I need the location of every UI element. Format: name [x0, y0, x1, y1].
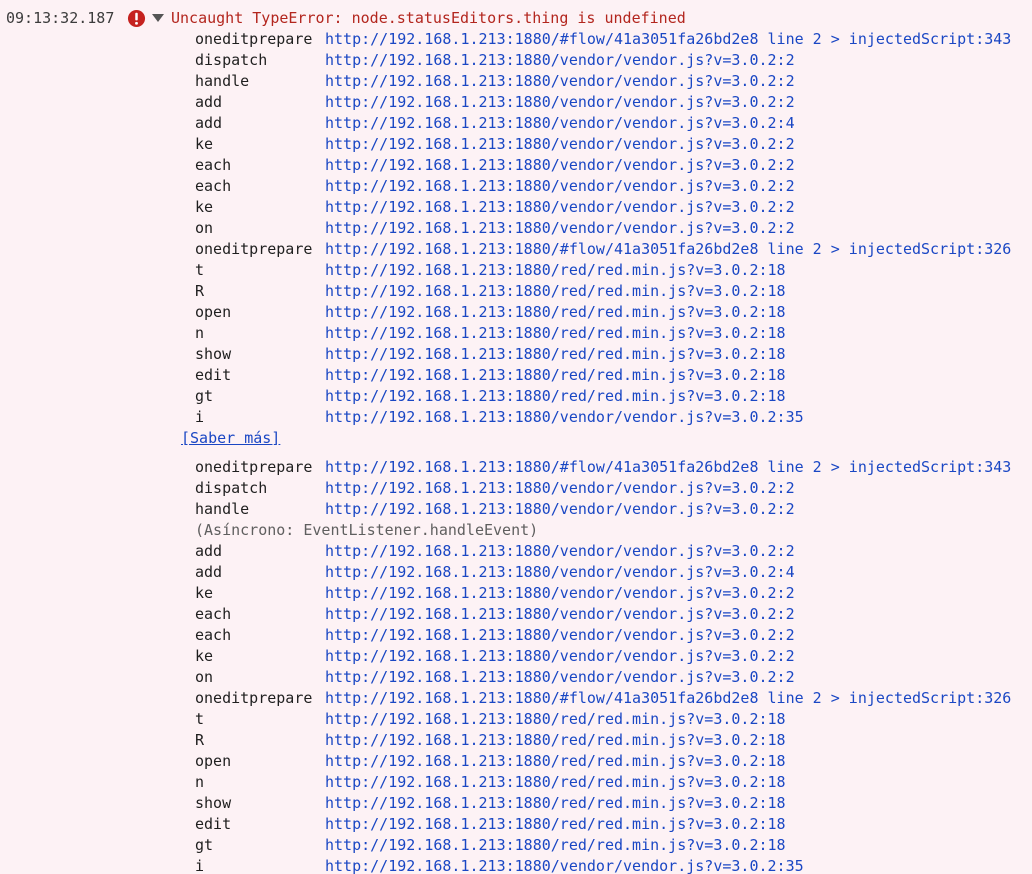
frame-function-name: ke [195, 198, 214, 216]
frame-function-name: open [195, 303, 232, 321]
frame-source-url: http://192.168.1.213:1880/vendor/vendor.js?v=3.0.2: [325, 626, 786, 644]
frame-function-name: i [195, 857, 205, 874]
frame-source-link[interactable] [325, 793, 786, 814]
frame-source-url: http://192.168.1.213:1880/vendor/vendor.js?v=3.0.2: [325, 219, 786, 237]
frame-source-url: http://192.168.1.213:1880/red/red.min.js?v=3.0.2: [325, 324, 768, 342]
frame-function-name: handle [195, 500, 250, 518]
frame-source-url: http://192.168.1.213:1880/vendor/vendor.js?v=3.0.2: [325, 177, 786, 195]
frame-line-number: 18 [767, 261, 786, 279]
frame-source-link[interactable] [325, 281, 786, 302]
frame-function-name: each [195, 626, 232, 644]
frame-source-link[interactable] [325, 71, 795, 92]
frame-function-name: on [195, 219, 214, 237]
frame-function-name: add [195, 114, 223, 132]
frame-source-link[interactable] [325, 583, 795, 604]
frame-source-url: http://192.168.1.213:1880/red/red.min.js?v=3.0.2: [325, 261, 768, 279]
frame-line-number: 326 [984, 240, 1012, 258]
frame-source-link[interactable] [325, 625, 795, 646]
frame-function-name: dispatch [195, 51, 268, 69]
frame-source-link[interactable] [325, 667, 795, 688]
frame-function-name: open [195, 752, 232, 770]
frame-line-number: 2 [785, 156, 795, 174]
frame-source-url: http://192.168.1.213:1880/red/red.min.js?v=3.0.2: [325, 815, 768, 833]
frame-function-name: edit [195, 815, 232, 833]
frame-line-number: 343 [984, 30, 1012, 48]
stack-frame [195, 604, 795, 625]
frame-source-link[interactable] [325, 134, 795, 155]
frame-function-name: oneditprepare [195, 689, 313, 707]
frame-line-number: 2 [785, 542, 795, 560]
frame-source-url: http://192.168.1.213:1880/vendor/vendor.js?v=3.0.2: [325, 479, 786, 497]
stack-frame [195, 562, 795, 583]
async-boundary-label: (Asíncrono: EventListener.handleEvent) [195, 521, 539, 539]
frame-source-link[interactable] [325, 772, 786, 793]
frame-line-number: 18 [767, 303, 786, 321]
frame-line-number: 2 [785, 198, 795, 216]
frame-function-name: oneditprepare [195, 30, 313, 48]
frame-line-number: 18 [767, 366, 786, 384]
frame-source-link[interactable] [325, 92, 795, 113]
frame-source-url: http://192.168.1.213:1880/#flow/41a3051fa26bd2e8 line 2 > injectedScript: [325, 240, 985, 258]
frame-source-link[interactable] [325, 113, 795, 134]
frame-function-name: add [195, 542, 223, 560]
learn-more-link[interactable]: [Saber más] [181, 429, 281, 447]
frame-source-link[interactable] [325, 856, 804, 874]
frame-source-link[interactable] [325, 457, 1011, 478]
frame-line-number: 35 [785, 408, 804, 426]
stack-frame [195, 730, 786, 751]
frame-source-link[interactable] [325, 197, 795, 218]
frame-line-number: 18 [767, 387, 786, 405]
frame-function-name: oneditprepare [195, 458, 313, 476]
frame-source-link[interactable] [325, 835, 786, 856]
stack-frame [195, 541, 795, 562]
frame-source-link[interactable] [325, 365, 786, 386]
frame-function-name: ke [195, 135, 214, 153]
frame-line-number: 18 [767, 282, 786, 300]
frame-source-link[interactable] [325, 260, 786, 281]
frame-source-link[interactable] [325, 688, 1011, 709]
stack-frame [195, 646, 795, 667]
frame-source-link[interactable] [325, 218, 795, 239]
frame-source-link[interactable] [325, 323, 786, 344]
stack-frame [195, 793, 786, 814]
frame-line-number: 2 [785, 72, 795, 90]
frame-function-name: edit [195, 366, 232, 384]
frame-source-url: http://192.168.1.213:1880/vendor/vendor.js?v=3.0.2: [325, 408, 786, 426]
error-message: Uncaught TypeError: node.statusEditors.thing is undefined [171, 9, 686, 27]
frame-source-link[interactable] [325, 499, 795, 520]
frame-line-number: 2 [785, 51, 795, 69]
frame-source-link[interactable] [325, 751, 786, 772]
frame-function-name: n [195, 324, 205, 342]
stack-frame [195, 856, 804, 874]
frame-function-name: add [195, 563, 223, 581]
frame-source-link[interactable] [325, 478, 795, 499]
frame-source-url: http://192.168.1.213:1880/red/red.min.js?v=3.0.2: [325, 836, 768, 854]
frame-function-name: i [195, 408, 205, 426]
frame-source-url: http://192.168.1.213:1880/#flow/41a3051fa26bd2e8 line 2 > injectedScript: [325, 30, 985, 48]
frame-function-name: on [195, 668, 214, 686]
stack-frame [195, 478, 795, 499]
stack-frame [195, 709, 786, 730]
frame-source-url: http://192.168.1.213:1880/vendor/vendor.js?v=3.0.2: [325, 114, 786, 132]
frame-source-url: http://192.168.1.213:1880/vendor/vendor.js?v=3.0.2: [325, 51, 786, 69]
frame-line-number: 326 [984, 689, 1012, 707]
stack-frame [195, 772, 786, 793]
frame-line-number: 2 [785, 626, 795, 644]
stack-trace-async [195, 457, 1012, 874]
frame-source-link[interactable] [325, 344, 786, 365]
stack-frame [195, 835, 786, 856]
frame-source-url: http://192.168.1.213:1880/red/red.min.js?v=3.0.2: [325, 794, 768, 812]
frame-source-link[interactable] [325, 239, 1011, 260]
frame-source-link[interactable] [325, 176, 795, 197]
frame-source-url: http://192.168.1.213:1880/#flow/41a3051fa26bd2e8 line 2 > injectedScript: [325, 458, 985, 476]
frame-source-url: http://192.168.1.213:1880/red/red.min.js?v=3.0.2: [325, 731, 768, 749]
frame-source-link[interactable] [325, 29, 1011, 50]
frame-line-number: 18 [767, 710, 786, 728]
frame-line-number: 2 [785, 479, 795, 497]
frame-source-link[interactable] [325, 541, 795, 562]
frame-source-url: http://192.168.1.213:1880/vendor/vendor.js?v=3.0.2: [325, 72, 786, 90]
frame-line-number: 2 [785, 647, 795, 665]
frame-source-url: http://192.168.1.213:1880/vendor/vendor.js?v=3.0.2: [325, 156, 786, 174]
frame-function-name: n [195, 773, 205, 791]
frame-source-url: http://192.168.1.213:1880/red/red.min.js?v=3.0.2: [325, 303, 768, 321]
frame-function-name: add [195, 93, 223, 111]
frame-function-name: show [195, 794, 232, 812]
frame-function-name: ke [195, 647, 214, 665]
frame-source-url: http://192.168.1.213:1880/vendor/vendor.js?v=3.0.2: [325, 584, 786, 602]
stack-frame [195, 499, 795, 520]
frame-line-number: 2 [785, 584, 795, 602]
frame-line-number: 18 [767, 773, 786, 791]
frame-function-name: gt [195, 387, 214, 405]
frame-source-url: http://192.168.1.213:1880/vendor/vendor.js?v=3.0.2: [325, 668, 786, 686]
frame-line-number: 2 [785, 219, 795, 237]
frame-source-url: http://192.168.1.213:1880/vendor/vendor.js?v=3.0.2: [325, 857, 786, 874]
frame-line-number: 18 [767, 815, 786, 833]
frame-source-url: http://192.168.1.213:1880/vendor/vendor.js?v=3.0.2: [325, 542, 786, 560]
frame-source-link[interactable] [325, 155, 795, 176]
frame-source-url: http://192.168.1.213:1880/red/red.min.js?v=3.0.2: [325, 387, 768, 405]
stack-frame [195, 457, 1012, 478]
frame-source-url: http://192.168.1.213:1880/#flow/41a3051fa26bd2e8 line 2 > injectedScript: [325, 689, 985, 707]
frame-source-url: http://192.168.1.213:1880/red/red.min.js?v=3.0.2: [325, 710, 768, 728]
stack-frame [195, 751, 786, 772]
frame-function-name: each [195, 605, 232, 623]
frame-function-name: handle [195, 72, 250, 90]
frame-source-link[interactable] [325, 302, 786, 323]
frame-function-name: t [195, 710, 205, 728]
stack-frame [195, 583, 795, 604]
frame-function-name: show [195, 345, 232, 363]
frame-source-url: http://192.168.1.213:1880/vendor/vendor.js?v=3.0.2: [325, 135, 786, 153]
frame-function-name: ke [195, 584, 214, 602]
frame-source-url: http://192.168.1.213:1880/vendor/vendor.js?v=3.0.2: [325, 500, 786, 518]
frame-source-link[interactable] [325, 646, 795, 667]
frame-line-number: 2 [785, 177, 795, 195]
frame-line-number: 35 [785, 857, 804, 874]
frame-source-url: http://192.168.1.213:1880/red/red.min.js?v=3.0.2: [325, 282, 768, 300]
frame-line-number: 343 [984, 458, 1012, 476]
frame-source-link[interactable] [325, 50, 795, 71]
frame-source-link[interactable] [325, 386, 786, 407]
frame-line-number: 2 [785, 500, 795, 518]
frame-line-number: 4 [785, 563, 795, 581]
frame-source-url: http://192.168.1.213:1880/red/red.min.js?v=3.0.2: [325, 773, 768, 791]
frame-line-number: 2 [785, 668, 795, 686]
frame-line-number: 2 [785, 135, 795, 153]
frame-line-number: 18 [767, 752, 786, 770]
stack-frame [195, 625, 795, 646]
frame-source-url: http://192.168.1.213:1880/red/red.min.js?v=3.0.2: [325, 752, 768, 770]
frame-function-name: R [195, 282, 205, 300]
frame-line-number: 18 [767, 731, 786, 749]
frame-function-name: each [195, 177, 232, 195]
frame-source-url: http://192.168.1.213:1880/vendor/vendor.js?v=3.0.2: [325, 93, 786, 111]
frame-function-name: gt [195, 836, 214, 854]
frame-line-number: 18 [767, 836, 786, 854]
stack-frame [195, 667, 795, 688]
frame-function-name: t [195, 261, 205, 279]
error-circle-icon [127, 9, 146, 28]
frame-function-name: dispatch [195, 479, 268, 497]
frame-line-number: 2 [785, 605, 795, 623]
frame-source-link[interactable] [325, 730, 786, 751]
error-header-row [0, 8, 1032, 29]
frame-function-name: each [195, 156, 232, 174]
frame-source-link[interactable] [325, 814, 786, 835]
frame-function-name: R [195, 731, 205, 749]
frame-source-link[interactable] [325, 709, 786, 730]
frame-source-url: http://192.168.1.213:1880/vendor/vendor.js?v=3.0.2: [325, 198, 786, 216]
frame-source-link[interactable] [325, 562, 795, 583]
frame-source-url: http://192.168.1.213:1880/red/red.min.js?v=3.0.2: [325, 345, 768, 363]
frame-source-url: http://192.168.1.213:1880/vendor/vendor.js?v=3.0.2: [325, 605, 786, 623]
frame-source-url: http://192.168.1.213:1880/red/red.min.js?v=3.0.2: [325, 366, 768, 384]
stack-frame [195, 688, 1012, 709]
frame-line-number: 18 [767, 794, 786, 812]
frame-line-number: 4 [785, 114, 795, 132]
triangle-down-icon[interactable] [152, 14, 164, 22]
frame-source-link[interactable] [325, 407, 804, 428]
frame-source-url: http://192.168.1.213:1880/vendor/vendor.js?v=3.0.2: [325, 647, 786, 665]
frame-source-link[interactable] [325, 604, 795, 625]
frame-line-number: 18 [767, 345, 786, 363]
frame-line-number: 18 [767, 324, 786, 342]
frame-line-number: 2 [785, 93, 795, 111]
stack-frame [195, 814, 786, 835]
frame-function-name: oneditprepare [195, 240, 313, 258]
timestamp: 09:13:32.187 [6, 9, 115, 27]
frame-source-url: http://192.168.1.213:1880/vendor/vendor.js?v=3.0.2: [325, 563, 786, 581]
